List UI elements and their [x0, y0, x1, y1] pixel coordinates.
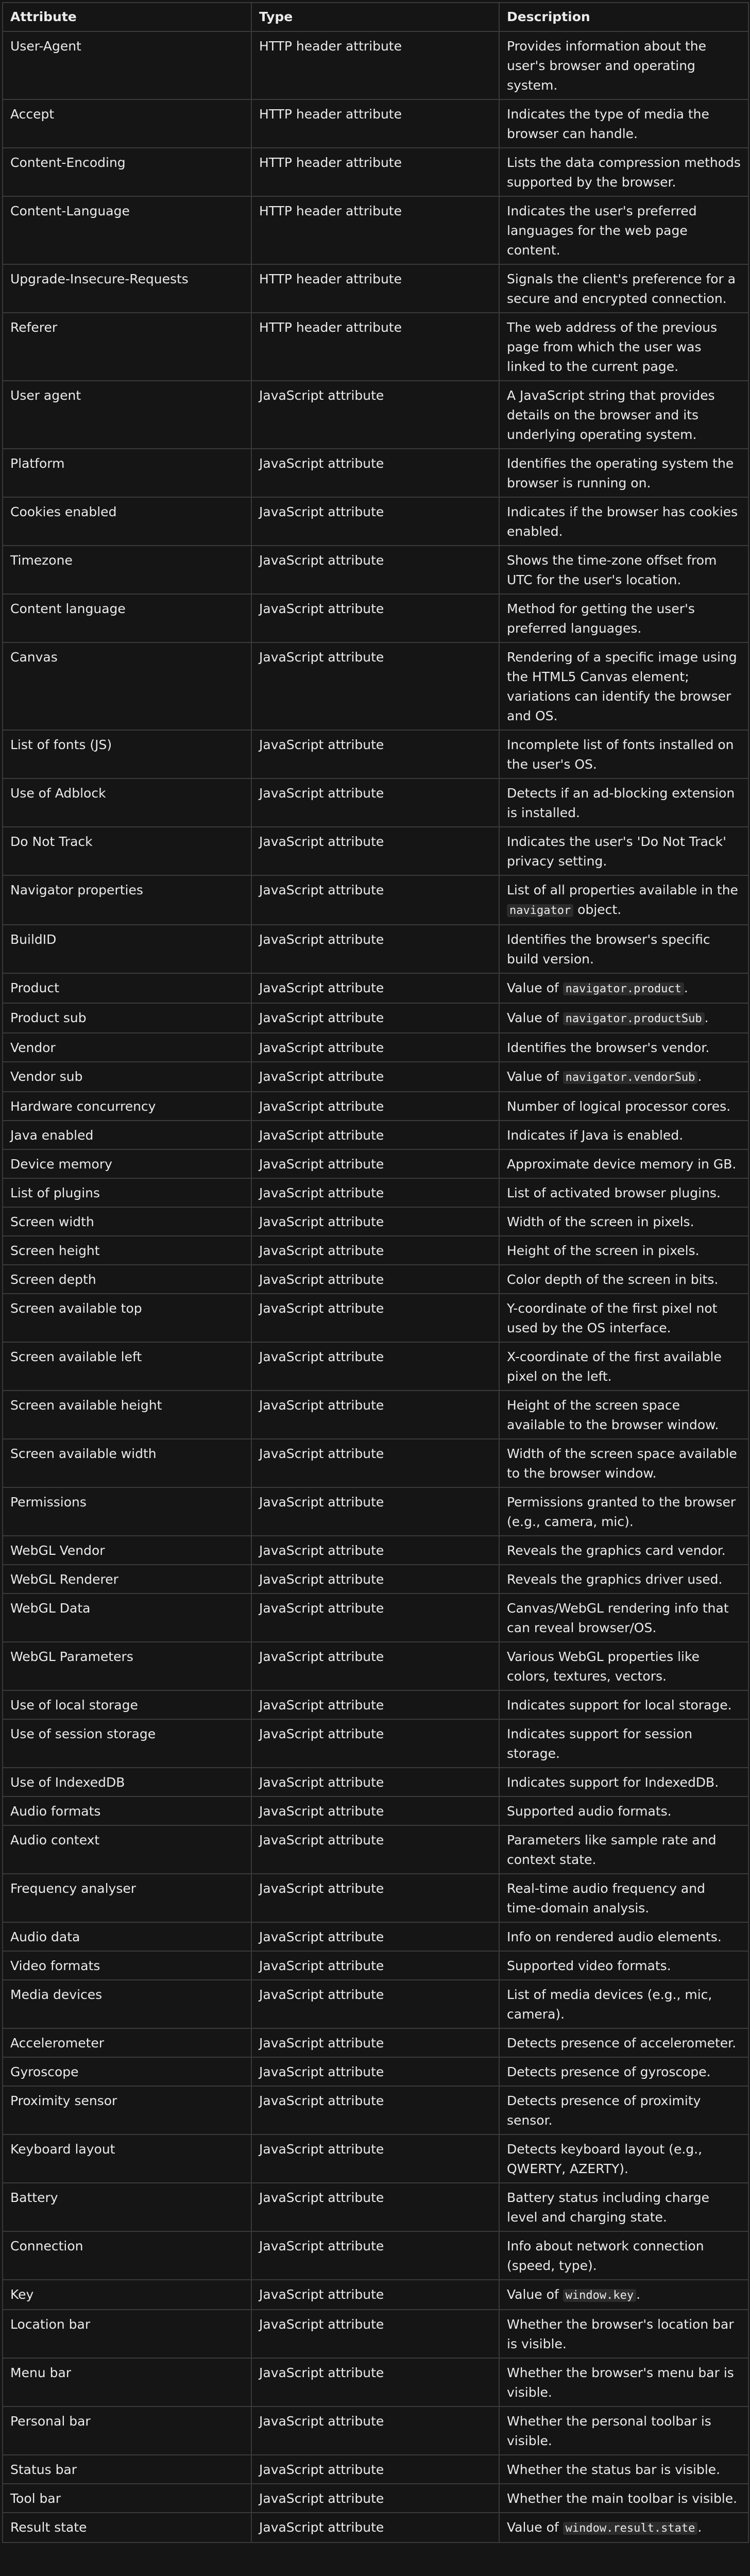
cell-attribute: Screen height: [3, 1236, 251, 1265]
cell-type: JavaScript attribute: [251, 2358, 499, 2406]
table-row: [3, 730, 748, 778]
cell-description: Reveals the graphics driver used.: [499, 1565, 748, 1594]
table-row: [3, 925, 748, 973]
cell-type: JavaScript attribute: [251, 546, 499, 594]
cell-description: Detects presence of proximity sensor.: [499, 2086, 748, 2134]
cell-attribute: Upgrade-Insecure-Requests: [3, 264, 251, 313]
table-row: [3, 875, 748, 925]
cell-description: Various WebGL properties like colors, textures, vectors.: [499, 1642, 748, 1690]
table-row: [3, 594, 748, 642]
table-row: [3, 1391, 748, 1439]
cell-description: Approximate device memory in GB.: [499, 1149, 748, 1178]
description-text: Value of: [507, 1010, 563, 1025]
cell-type: JavaScript attribute: [251, 2280, 499, 2310]
cell-type: JavaScript attribute: [251, 1825, 499, 1874]
cell-attribute: Screen available left: [3, 1342, 251, 1391]
cell-type: JavaScript attribute: [251, 2183, 499, 2231]
inline-code: window.result.state: [563, 2522, 698, 2535]
table-row: [3, 1178, 748, 1207]
table-body: [3, 31, 748, 2543]
cell-description: Indicates support for session storage.: [499, 1719, 748, 1768]
cell-description: Indicates the user's preferred languages for the web page content.: [499, 196, 748, 264]
cell-type: JavaScript attribute: [251, 1236, 499, 1265]
cell-attribute: Platform: [3, 449, 251, 497]
cell-attribute: Permissions: [3, 1487, 251, 1536]
cell-description: [499, 2280, 748, 2310]
cell-attribute: Frequency analyser: [3, 1874, 251, 1922]
cell-type: JavaScript attribute: [251, 1033, 499, 1062]
cell-attribute: Location bar: [3, 2310, 251, 2358]
cell-description: Color depth of the screen in bits.: [499, 1265, 748, 1294]
cell-description: Supported video formats.: [499, 1951, 748, 1980]
table-row: [3, 2358, 748, 2406]
cell-type: JavaScript attribute: [251, 2455, 499, 2484]
inline-code: navigator.productSub: [563, 1012, 705, 1025]
description-text: .: [636, 2287, 641, 2302]
table-row: [3, 778, 748, 827]
table-row: [3, 1487, 748, 1536]
cell-type: JavaScript attribute: [251, 2086, 499, 2134]
table-row: [3, 2028, 748, 2057]
cell-attribute: Result state: [3, 2513, 251, 2543]
cell-description: Identifies the browser's specific build version.: [499, 925, 748, 973]
table-row: [3, 99, 748, 148]
cell-attribute: Battery: [3, 2183, 251, 2231]
table-row: [3, 1062, 748, 1092]
cell-description: Identifies the operating system the browser is running on.: [499, 449, 748, 497]
description-text: Value of: [507, 980, 563, 995]
cell-description: Reveals the graphics card vendor.: [499, 1536, 748, 1565]
cell-type: JavaScript attribute: [251, 381, 499, 449]
cell-description: Detects keyboard layout (e.g., QWERTY, AZERTY).: [499, 2134, 748, 2183]
cell-description: Whether the personal toolbar is visible.: [499, 2406, 748, 2455]
table-row: [3, 264, 748, 313]
cell-attribute: Use of local storage: [3, 1690, 251, 1719]
cell-type: JavaScript attribute: [251, 2406, 499, 2455]
cell-type: JavaScript attribute: [251, 2057, 499, 2086]
cell-type: JavaScript attribute: [251, 2484, 499, 2513]
cell-type: JavaScript attribute: [251, 973, 499, 1003]
cell-attribute: Gyroscope: [3, 2057, 251, 2086]
cell-attribute: Referer: [3, 313, 251, 381]
cell-description: Indicates the type of media the browser can handle.: [499, 99, 748, 148]
cell-attribute: Do Not Track: [3, 827, 251, 875]
cell-description: Signals the client's preference for a secure and encrypted connection.: [499, 264, 748, 313]
cell-description: Real-time audio frequency and time-domain analysis.: [499, 1874, 748, 1922]
attributes-table: [2, 2, 749, 2543]
cell-attribute: Content language: [3, 594, 251, 642]
cell-attribute: Accept: [3, 99, 251, 148]
cell-type: JavaScript attribute: [251, 730, 499, 778]
cell-type: JavaScript attribute: [251, 449, 499, 497]
cell-type: JavaScript attribute: [251, 1922, 499, 1951]
table-row: [3, 1342, 748, 1391]
cell-description: Info about network connection (speed, type).: [499, 2231, 748, 2280]
cell-type: HTTP header attribute: [251, 196, 499, 264]
cell-type: HTTP header attribute: [251, 313, 499, 381]
table-row: [3, 1825, 748, 1874]
header-attribute: Attribute: [3, 3, 251, 31]
cell-description: Height of the screen space available to the browser window.: [499, 1391, 748, 1439]
table-row: [3, 827, 748, 875]
cell-type: JavaScript attribute: [251, 2134, 499, 2183]
cell-attribute: User-Agent: [3, 31, 251, 99]
cell-attribute: WebGL Parameters: [3, 1642, 251, 1690]
cell-description: Detects if an ad-blocking extension is installed.: [499, 778, 748, 827]
table-row: [3, 2057, 748, 2086]
cell-description: Rendering of a specific image using the HTML5 Canvas element; variations can identify the browser and OS.: [499, 642, 748, 730]
cell-type: JavaScript attribute: [251, 1797, 499, 1825]
table-row: [3, 1294, 748, 1342]
table-row: [3, 1003, 748, 1033]
description-text: List of all properties available in the: [507, 883, 738, 897]
table-row: [3, 1121, 748, 1149]
cell-description: Supported audio formats.: [499, 1797, 748, 1825]
cell-description: Info on rendered audio elements.: [499, 1922, 748, 1951]
cell-type: JavaScript attribute: [251, 1439, 499, 1487]
description-text: Value of: [507, 2520, 563, 2535]
cell-type: JavaScript attribute: [251, 1487, 499, 1536]
cell-type: JavaScript attribute: [251, 1149, 499, 1178]
cell-type: JavaScript attribute: [251, 875, 499, 925]
description-text: Value of: [507, 2287, 563, 2302]
table-row: [3, 1922, 748, 1951]
cell-attribute: List of fonts (JS): [3, 730, 251, 778]
cell-description: Parameters like sample rate and context state.: [499, 1825, 748, 1874]
cell-type: JavaScript attribute: [251, 1062, 499, 1092]
inline-code: navigator.product: [563, 982, 684, 995]
table-row: [3, 1797, 748, 1825]
cell-type: JavaScript attribute: [251, 1207, 499, 1236]
table-row: [3, 546, 748, 594]
table-row: [3, 148, 748, 196]
cell-attribute: Vendor sub: [3, 1062, 251, 1092]
cell-description: Provides information about the user's browser and operating system.: [499, 31, 748, 99]
cell-description: Whether the browser's location bar is visible.: [499, 2310, 748, 2358]
cell-description: Whether the main toolbar is visible.: [499, 2484, 748, 2513]
cell-attribute: Proximity sensor: [3, 2086, 251, 2134]
table-row: [3, 313, 748, 381]
cell-type: JavaScript attribute: [251, 2513, 499, 2543]
cell-attribute: Screen available width: [3, 1439, 251, 1487]
cell-description: [499, 1062, 748, 1092]
cell-description: Canvas/WebGL rendering info that can reveal browser/OS.: [499, 1594, 748, 1642]
table-row: [3, 1874, 748, 1922]
cell-attribute: WebGL Vendor: [3, 1536, 251, 1565]
table-row: [3, 2484, 748, 2513]
table-row: [3, 381, 748, 449]
cell-type: JavaScript attribute: [251, 1536, 499, 1565]
table-row: [3, 1092, 748, 1121]
description-text: .: [697, 1069, 702, 1084]
cell-attribute: Screen available height: [3, 1391, 251, 1439]
cell-attribute: Screen available top: [3, 1294, 251, 1342]
cell-type: JavaScript attribute: [251, 1951, 499, 1980]
cell-type: JavaScript attribute: [251, 1719, 499, 1768]
table-row: [3, 2310, 748, 2358]
table-row: [3, 2231, 748, 2280]
cell-type: HTTP header attribute: [251, 264, 499, 313]
cell-attribute: Status bar: [3, 2455, 251, 2484]
cell-type: JavaScript attribute: [251, 642, 499, 730]
cell-attribute: Content-Encoding: [3, 148, 251, 196]
table-row: [3, 1768, 748, 1797]
cell-type: JavaScript attribute: [251, 1565, 499, 1594]
cell-attribute: Video formats: [3, 1951, 251, 1980]
cell-description: Detects presence of gyroscope.: [499, 2057, 748, 2086]
cell-attribute: List of plugins: [3, 1178, 251, 1207]
table-row: [3, 497, 748, 546]
cell-description: List of media devices (e.g., mic, camera).: [499, 1980, 748, 2028]
cell-attribute: Personal bar: [3, 2406, 251, 2455]
cell-attribute: Vendor: [3, 1033, 251, 1062]
cell-attribute: WebGL Data: [3, 1594, 251, 1642]
cell-type: JavaScript attribute: [251, 1178, 499, 1207]
table-row: [3, 1690, 748, 1719]
cell-type: JavaScript attribute: [251, 497, 499, 546]
table-header: [3, 3, 748, 31]
cell-description: List of activated browser plugins.: [499, 1178, 748, 1207]
cell-description: Width of the screen in pixels.: [499, 1207, 748, 1236]
inline-code: window.key: [563, 2289, 636, 2302]
cell-type: HTTP header attribute: [251, 99, 499, 148]
cell-type: JavaScript attribute: [251, 1642, 499, 1690]
table-row: [3, 1536, 748, 1565]
table-row: [3, 449, 748, 497]
cell-description: Y-coordinate of the first pixel not used by the OS interface.: [499, 1294, 748, 1342]
table-row: [3, 1033, 748, 1062]
inline-code: navigator: [507, 904, 573, 917]
cell-description: Height of the screen in pixels.: [499, 1236, 748, 1265]
cell-type: JavaScript attribute: [251, 1980, 499, 2028]
cell-type: JavaScript attribute: [251, 1342, 499, 1391]
cell-type: JavaScript attribute: [251, 2310, 499, 2358]
cell-attribute: Screen depth: [3, 1265, 251, 1294]
cell-type: JavaScript attribute: [251, 1874, 499, 1922]
cell-attribute: Media devices: [3, 1980, 251, 2028]
cell-attribute: Use of session storage: [3, 1719, 251, 1768]
cell-description: Width of the screen space available to the browser window.: [499, 1439, 748, 1487]
table-row: [3, 1719, 748, 1768]
cell-type: JavaScript attribute: [251, 1265, 499, 1294]
cell-type: JavaScript attribute: [251, 778, 499, 827]
description-text: .: [704, 1010, 709, 1025]
cell-description: Permissions granted to the browser (e.g., camera, mic).: [499, 1487, 748, 1536]
cell-description: Indicates support for local storage.: [499, 1690, 748, 1719]
cell-description: Indicates if Java is enabled.: [499, 1121, 748, 1149]
cell-type: JavaScript attribute: [251, 1003, 499, 1033]
table-row: [3, 973, 748, 1003]
cell-type: JavaScript attribute: [251, 1690, 499, 1719]
table-row: [3, 2183, 748, 2231]
cell-type: JavaScript attribute: [251, 2231, 499, 2280]
table-row: [3, 2513, 748, 2543]
cell-attribute: Use of Adblock: [3, 778, 251, 827]
cell-description: Detects presence of accelerometer.: [499, 2028, 748, 2057]
description-text: .: [697, 2520, 702, 2535]
cell-attribute: Keyboard layout: [3, 2134, 251, 2183]
table-row: [3, 1642, 748, 1690]
cell-attribute: Device memory: [3, 1149, 251, 1178]
cell-attribute: Canvas: [3, 642, 251, 730]
cell-type: JavaScript attribute: [251, 1294, 499, 1342]
table-row: [3, 642, 748, 730]
cell-description: The web address of the previous page from which the user was linked to the current page.: [499, 313, 748, 381]
table-row: [3, 1236, 748, 1265]
cell-type: JavaScript attribute: [251, 1121, 499, 1149]
inline-code: navigator.vendorSub: [563, 1071, 698, 1084]
cell-attribute: Audio data: [3, 1922, 251, 1951]
cell-type: JavaScript attribute: [251, 1391, 499, 1439]
cell-attribute: Audio formats: [3, 1797, 251, 1825]
table-row: [3, 1439, 748, 1487]
cell-description: Indicates if the browser has cookies enabled.: [499, 497, 748, 546]
cell-attribute: User agent: [3, 381, 251, 449]
table-row: [3, 2134, 748, 2183]
cell-attribute: Menu bar: [3, 2358, 251, 2406]
header-description: Description: [499, 3, 748, 31]
cell-type: JavaScript attribute: [251, 594, 499, 642]
cell-description: Battery status including charge level and charging state.: [499, 2183, 748, 2231]
cell-description: Incomplete list of fonts installed on the user's OS.: [499, 730, 748, 778]
header-type: Type: [251, 3, 499, 31]
cell-description: [499, 1003, 748, 1033]
table-row: [3, 1565, 748, 1594]
cell-description: [499, 2513, 748, 2543]
cell-type: JavaScript attribute: [251, 1768, 499, 1797]
table-row: [3, 2280, 748, 2310]
table-row: [3, 2086, 748, 2134]
cell-description: Method for getting the user's preferred languages.: [499, 594, 748, 642]
table-row: [3, 2406, 748, 2455]
cell-attribute: Accelerometer: [3, 2028, 251, 2057]
table-row: [3, 1149, 748, 1178]
cell-attribute: Cookies enabled: [3, 497, 251, 546]
cell-type: HTTP header attribute: [251, 148, 499, 196]
cell-description: [499, 875, 748, 925]
table-row: [3, 31, 748, 99]
cell-type: HTTP header attribute: [251, 31, 499, 99]
cell-description: A JavaScript string that provides details on the browser and its underlying operating system.: [499, 381, 748, 449]
cell-description: [499, 973, 748, 1003]
cell-description: Shows the time-zone offset from UTC for the user's location.: [499, 546, 748, 594]
cell-type: JavaScript attribute: [251, 1092, 499, 1121]
cell-attribute: Audio context: [3, 1825, 251, 1874]
table-row: [3, 1951, 748, 1980]
cell-attribute: Product sub: [3, 1003, 251, 1033]
cell-type: JavaScript attribute: [251, 2028, 499, 2057]
cell-attribute: Screen width: [3, 1207, 251, 1236]
cell-attribute: Hardware concurrency: [3, 1092, 251, 1121]
cell-description: Number of logical processor cores.: [499, 1092, 748, 1121]
cell-attribute: Use of IndexedDB: [3, 1768, 251, 1797]
cell-description: Identifies the browser's vendor.: [499, 1033, 748, 1062]
table-row: [3, 2455, 748, 2484]
table-row: [3, 1594, 748, 1642]
cell-description: Indicates the user's 'Do Not Track' privacy setting.: [499, 827, 748, 875]
cell-description: X-coordinate of the first available pixel on the left.: [499, 1342, 748, 1391]
table-row: [3, 1265, 748, 1294]
cell-attribute: Navigator properties: [3, 875, 251, 925]
cell-description: Whether the status bar is visible.: [499, 2455, 748, 2484]
description-text: .: [684, 980, 688, 995]
cell-type: JavaScript attribute: [251, 827, 499, 875]
cell-attribute: WebGL Renderer: [3, 1565, 251, 1594]
cell-attribute: Content-Language: [3, 196, 251, 264]
cell-description: Lists the data compression methods supported by the browser.: [499, 148, 748, 196]
cell-description: Indicates support for IndexedDB.: [499, 1768, 748, 1797]
table-row: [3, 1207, 748, 1236]
cell-description: Whether the browser's menu bar is visible.: [499, 2358, 748, 2406]
cell-attribute: BuildID: [3, 925, 251, 973]
cell-attribute: Connection: [3, 2231, 251, 2280]
cell-attribute: Java enabled: [3, 1121, 251, 1149]
cell-attribute: Timezone: [3, 546, 251, 594]
description-text: object.: [573, 902, 622, 917]
table-row: [3, 196, 748, 264]
cell-attribute: Key: [3, 2280, 251, 2310]
cell-type: JavaScript attribute: [251, 925, 499, 973]
description-text: Value of: [507, 1069, 563, 1084]
cell-attribute: Tool bar: [3, 2484, 251, 2513]
table-row: [3, 1980, 748, 2028]
cell-attribute: Product: [3, 973, 251, 1003]
cell-type: JavaScript attribute: [251, 1594, 499, 1642]
header-row: [3, 3, 748, 31]
